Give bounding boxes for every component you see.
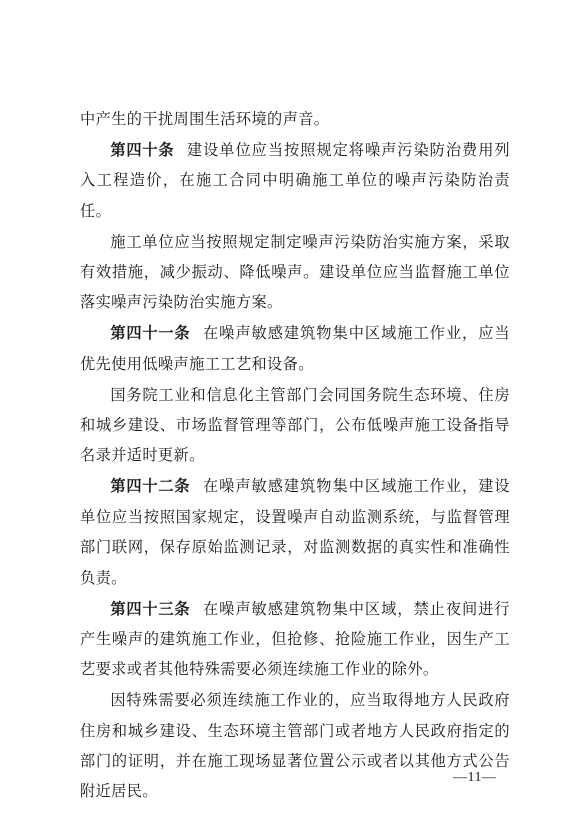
article-42-paragraph: 第四十二条 在噪声敏感建筑物集中区域施工作业，建设单位应当按照国家规定，设置噪声自动监测系统，与监督管理部门联网，保存原始监测记录，对监测数据的真实性和准确性负责。: [80, 477, 511, 587]
article-42-heading: 第四十二条: [110, 477, 191, 496]
article-43-heading: 第四十三条: [110, 599, 191, 618]
paragraph-continuation: 中产生的干扰周围生活环境的声音。: [80, 110, 330, 128]
article-40-heading: 第四十条: [110, 140, 175, 159]
article-41-paragraph-2: 国务院工业和信息化主管部门会同国务院生态环境、住房和城乡建设、市场监督管理等部门，公布低噪声施工设备指导名录并适时更新。: [80, 385, 510, 465]
article-40-paragraph: 第四十条 建设单位应当按照规定将噪声污染防治费用列入工程造价，在施工合同中明确施工单位的噪声污染防治责任。: [80, 140, 510, 220]
article-43-paragraph: 第四十三条 在噪声敏感建筑物集中区域，禁止夜间进行产生噪声的建筑施工作业，但抢修、抢险施工作业，因生产工艺要求或者其他特殊需要必须连续施工作业的除外。: [80, 599, 511, 679]
article-43-paragraph-2: 因特殊需要必须连续施工作业的，应当取得地方人民政府住房和城乡建设、生态环境主管部门或者地方人民政府指定的部门的证明，并在施工现场显著位置公示或者以其他方式公告附近居民。: [80, 691, 510, 801]
article-41-paragraph: 第四十一条 在噪声敏感建筑物集中区域施工作业，应当优先使用低噪声施工工艺和设备。: [80, 324, 511, 373]
article-41-heading: 第四十一条: [110, 324, 191, 343]
page-number: —11—: [453, 770, 497, 785]
article-40-paragraph-2: 施工单位应当按照规定制定噪声污染防治实施方案，采取有效措施，减少振动、降低噪声。建设单位应当监督施工单位落实噪声污染防治实施方案。: [80, 232, 510, 312]
body-text: [80, 104, 510, 807]
